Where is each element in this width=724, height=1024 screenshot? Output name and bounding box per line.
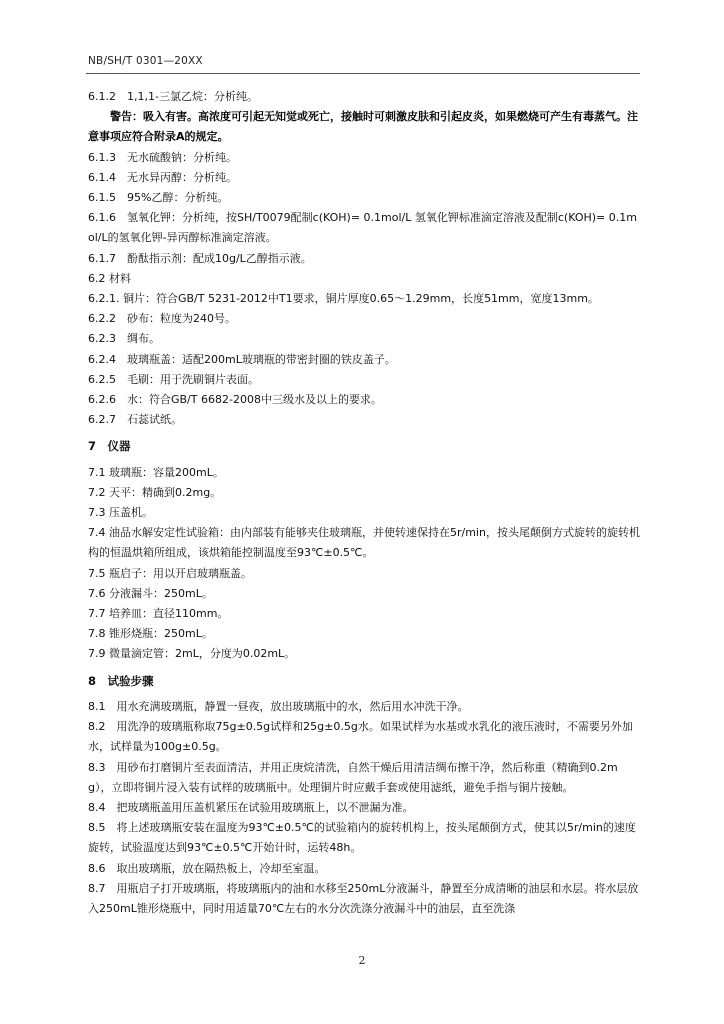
standard-code-header: NB/SH/T 0301—20XX bbox=[88, 55, 203, 67]
clause-8-2: 8.2 用洗净的玻璃瓶称取75g±0.5g试样和25g±0.5g水。如果试样为水基或水乳化的液压液时，不需要另外加水，试样量为100g±0.5g。 bbox=[88, 720, 633, 754]
clause-8-7: 8.7 用瓶启子打开玻璃瓶，将玻璃瓶内的油和水移至250mL分液漏斗，静置至分成清晰的油层和水层。将水层放入250mL锥形烧瓶中，同时用适量70℃左右的水分次洗涤分液漏斗中的油层，直至洗涤 bbox=[88, 881, 639, 915]
clause-6-1-6: 6.1.6 氢氧化钾：分析纯，按SH/T0079配制c(KOH)= 0.1mol/L 氢氧化钾标准滴定溶液及配制c(KOH)= 0.1mol/L的氢氧化钾-异丙醇标准滴定溶液。 bbox=[88, 211, 637, 245]
clause-8-4: 8.4 把玻璃瓶盖用压盖机紧压在试验用玻璃瓶上，以不泄漏为准。 bbox=[88, 800, 414, 814]
clause-7-9: 7.9 微量滴定管：2mL，分度为0.02mL。 bbox=[88, 647, 296, 661]
clause-6-2-1: 6.2.1. 铜片：符合GB/T 5231-2012中T1要求，铜片厚度0.65～1.29mm，长度51mm，宽度13mm。 bbox=[88, 292, 599, 306]
document-body bbox=[88, 87, 640, 919]
clause-7-1: 7.1 玻璃瓶：容量200mL。 bbox=[88, 465, 224, 479]
clause-8-6: 8.6 取出玻璃瓶，放在隔热板上，冷却至室温。 bbox=[88, 861, 326, 875]
section-7-title: 7 仪器 bbox=[88, 439, 131, 454]
clause-6-2-heading: 6.2 材料 bbox=[88, 271, 131, 285]
clause-8-3: 8.3 用砂布打磨铜片至表面清洁，并用正庚烷清洗，自然干燥后用清洁绸布擦干净，然后称重（精确到0.2mg），立即将铜片浸入装有试样的玻璃瓶中。处理铜片时应戴手套或使用滤纸，避免手指与铜片接触。 bbox=[88, 760, 618, 794]
clause-6-2-6: 6.2.6 水：符合GB/T 6682-2008中三级水及以上的要求。 bbox=[88, 393, 382, 407]
clause-6-2-3: 6.2.3 绸布。 bbox=[88, 332, 160, 346]
clause-6-1-5: 6.1.5 95%乙醇：分析纯。 bbox=[88, 191, 229, 205]
clause-7-8: 7.8 锥形烧瓶：250mL。 bbox=[88, 627, 213, 641]
clause-6-1-7: 6.1.7 酚酞指示剂：配成10g/L乙醇指示液。 bbox=[88, 251, 312, 265]
clause-7-5: 7.5 瓶启子：用以开启玻璃瓶盖。 bbox=[88, 566, 252, 580]
clause-8-5: 8.5 将上述玻璃瓶安装在温度为93℃±0.5℃的试验箱内的旋转机构上，按头尾颠倒方式，使其以5r/min的速度旋转，试验温度达到93℃±0.5℃开始计时，运转48h。 bbox=[88, 821, 636, 855]
clause-6-1-3: 6.1.3 无水硫酸钠：分析纯。 bbox=[88, 150, 237, 164]
clause-6-2-4: 6.2.4 玻璃瓶盖：适配200mL玻璃瓶的带密封圈的铁皮盖子。 bbox=[88, 352, 396, 366]
clause-6-1-2: 6.1.2 1,1,1-三氯乙烷：分析纯。 bbox=[88, 90, 258, 103]
clause-8-1: 8.1 用水充满玻璃瓶，静置一昼夜，放出玻璃瓶中的水，然后用水冲洗干净。 bbox=[88, 699, 469, 713]
header-divider bbox=[86, 73, 640, 74]
clause-7-6: 7.6 分液漏斗：250mL。 bbox=[88, 586, 213, 600]
clause-7-7: 7.7 培养皿：直径110mm。 bbox=[88, 607, 229, 621]
page-number: 2 bbox=[358, 954, 366, 967]
clause-6-2-5: 6.2.5 毛刷：用于洗刷铜片表面。 bbox=[88, 372, 259, 386]
clause-7-4: 7.4 油品水解安定性试验箱：由内部装有能够夹住玻璃瓶，并使转速保持在5r/min，按头尾颠倒方式旋转的旋转机构的恒温烘箱所组成，该烘箱能控制温度至93℃±0.5℃。 bbox=[88, 526, 640, 560]
clause-7-3: 7.3 压盖机。 bbox=[88, 506, 153, 520]
clause-6-1-4: 6.1.4 无水异丙醇：分析纯。 bbox=[88, 170, 237, 184]
clause-7-2: 7.2 天平：精确到0.2mg。 bbox=[88, 485, 222, 499]
warning-paragraph: 警告：吸入有害。高浓度可引起无知觉或死亡，接触时可刺激皮肤和引起皮炎，如果燃烧可产生有毒蒸气。注意事项应符合附录A的规定。 bbox=[88, 110, 638, 144]
clause-6-2-2: 6.2.2 砂布：粒度为240号。 bbox=[88, 312, 236, 326]
section-8-title: 8 试验步骤 bbox=[88, 673, 154, 688]
clause-6-2-7: 6.2.7 石蕊试纸。 bbox=[88, 413, 182, 427]
